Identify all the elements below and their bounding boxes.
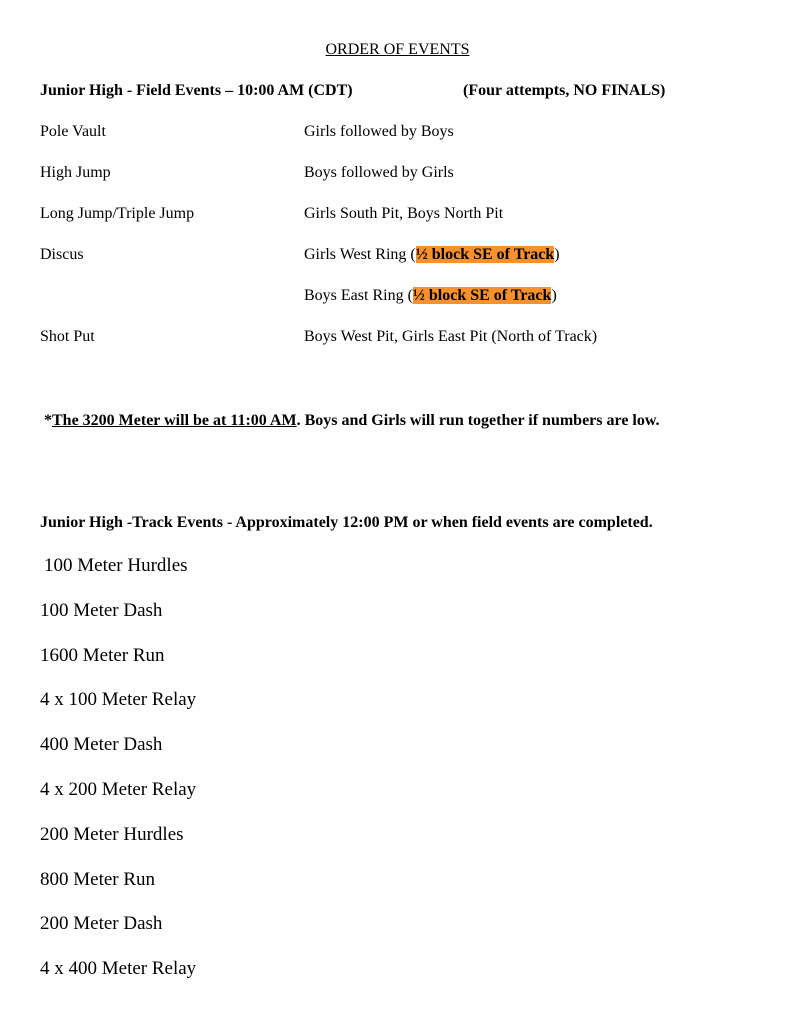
track-event-item: 1600 Meter Run — [40, 645, 165, 666]
track-event-item: 200 Meter Dash — [40, 913, 163, 934]
field-events-heading-note: (Four attempts, NO FINALS) — [463, 82, 666, 99]
location-highlight: ½ block SE of Track — [412, 287, 552, 304]
field-event-detail: Girls followed by Boys — [304, 123, 454, 140]
field-event-detail: Boys West Pit, Girls East Pit (North of Track) — [304, 328, 598, 345]
track-event-item: 100 Meter Dash — [40, 600, 163, 621]
note-star: * — [44, 412, 52, 429]
track-event-item: 4 x 200 Meter Relay — [40, 779, 197, 800]
track-event-item: 200 Meter Hurdles — [40, 824, 184, 845]
field-event-detail: Boys followed by Girls — [304, 164, 454, 181]
track-event-item: 4 x 100 Meter Relay — [40, 689, 197, 710]
field-event-detail: Girls South Pit, Boys North Pit — [304, 205, 504, 222]
detail-text: Boys East Ring ( — [304, 287, 413, 304]
field-event-name: Long Jump/Triple Jump — [40, 205, 195, 222]
track-event-item: 400 Meter Dash — [40, 734, 163, 755]
field-event-name: High Jump — [40, 164, 111, 181]
location-highlight: ½ block SE of Track — [415, 246, 555, 263]
field-events-heading: Junior High - Field Events – 10:00 AM (CDT) — [40, 82, 353, 99]
field-event-detail — [304, 246, 560, 264]
field-event-detail — [304, 287, 557, 305]
track-events-heading: Junior High -Track Events - Approximately 12:00 PM or when field events are completed. — [40, 514, 653, 531]
note-underlined: The 3200 Meter will be at 11:00 AM — [52, 412, 297, 429]
detail-text: ) — [551, 287, 557, 304]
track-event-item: 4 x 400 Meter Relay — [40, 958, 197, 979]
field-event-name: Shot Put — [40, 328, 95, 345]
note-rest: . Boys and Girls will run together if numbers are low. — [296, 412, 660, 429]
detail-text: ) — [554, 246, 560, 263]
track-event-item: 100 Meter Hurdles — [44, 555, 188, 576]
field-event-name: Pole Vault — [40, 123, 106, 140]
track-event-item: 800 Meter Run — [40, 869, 156, 890]
page-title: ORDER OF EVENTS — [325, 41, 470, 58]
3200-meter-note — [40, 409, 740, 432]
detail-text: Girls West Ring ( — [304, 246, 416, 263]
field-event-name: Discus — [40, 246, 84, 263]
